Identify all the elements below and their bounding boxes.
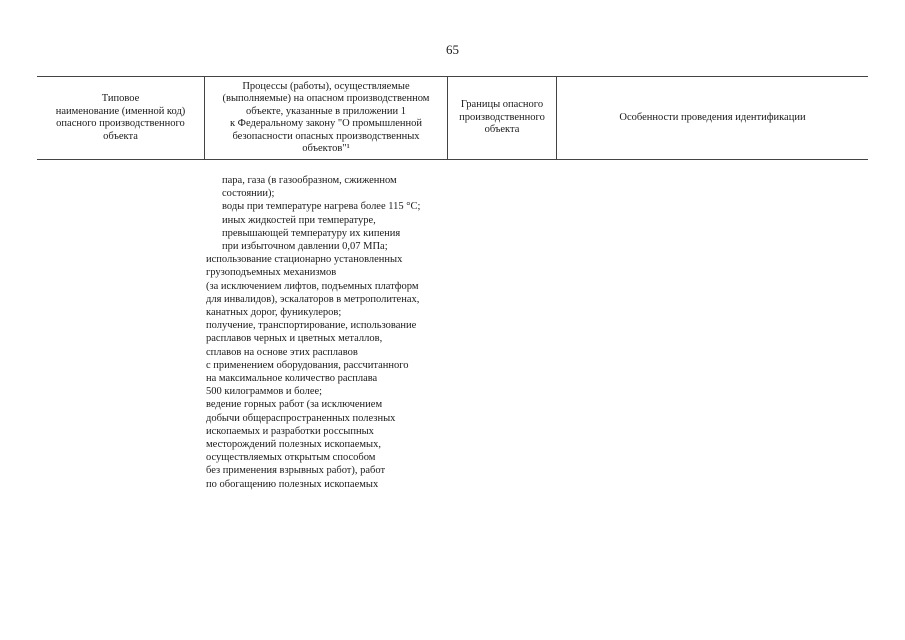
process-line: при избыточном давлении 0,07 МПа; [222,241,388,253]
process-line: пара, газа (в газообразном, сжиженном [222,175,397,186]
page-number: 65 [446,42,459,57]
process-line: на максимальное количество расплава [206,373,378,385]
header-processes [204,77,447,159]
header-identification [556,77,868,159]
process-line: (за исключением лифтов, подъемных платформ [206,280,419,292]
process-line: превышающей температуру их кипения [222,227,401,239]
processes-cell [206,174,456,491]
process-line: воды при температуре нагрева более 115 °C; [222,201,421,213]
process-line: канатных дорог, фуникулеров; [206,307,342,319]
process-line: 500 килограммов и более; [206,386,323,398]
table-header [37,76,868,160]
process-line: с применением оборудования, рассчитанного [206,359,409,371]
process-line: иных жидкостей при температуре, [222,214,376,226]
process-line: использование стационарно установленных [206,254,403,266]
process-line: без применения взрывных работ), работ [206,465,386,477]
header-boundaries [447,77,556,159]
process-line: расплавов черных и цветных металлов, [206,333,383,345]
process-line: добычи общераспространенных полезных [206,412,396,424]
process-line: грузоподъемных механизмов [206,267,337,279]
process-line: по обогащению полезных ископаемых [206,478,379,490]
header-boundaries-label: Границы опасного производственного объекта [459,99,545,136]
process-line: для инвалидов), эскалаторов в метрополитенах, [206,293,420,305]
process-line: месторождений полезных ископаемых, [206,439,381,451]
process-line: сплавов на основе этих расплавов [206,346,358,358]
process-line: состоянии); [222,188,275,200]
process-line: ископаемых и разработки россыпных [206,425,374,437]
header-object-name-label: Типовое наименование (именной код) опасного производственного объекта [55,93,186,142]
header-processes-label: Процессы (работы), осуществляемые (выполняемые) на опасном производственном объекте, указанные в приложении 1 к Федеральному закону "О промышленной безопасности опасных производственных объектов"¹ [222,80,430,154]
process-line: осуществляемых открытым способом [206,452,376,464]
header-identification-label: Особенности проведения идентификации [619,111,806,123]
process-line: ведение горных работ (за исключением [206,399,383,411]
header-object-name [37,77,204,159]
process-line: получение, транспортирование, использование [206,320,417,332]
